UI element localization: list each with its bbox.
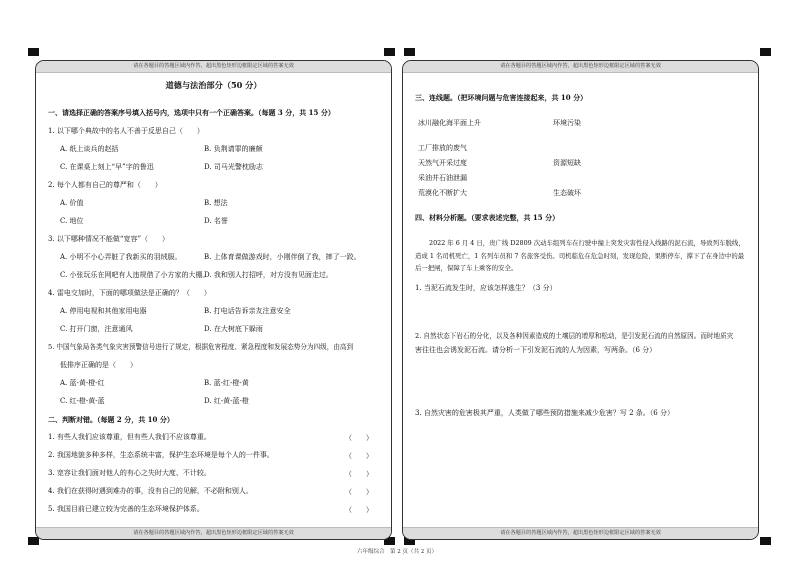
option-a: A. 纸上谈兵的赵括 (60, 145, 119, 153)
question-stem: 3. 以下哪种情况不能做“宽容”（ ） (48, 235, 170, 243)
question-stem: 5. 中国气象局各类气象灾害预警信号进行了规定，根据危害程度、紧急程度和发展态势分为四级，由高到 (48, 343, 354, 351)
match-left-item[interactable]: 冰川融化海平面上升 (418, 119, 481, 127)
judgment-item: 1. 有些人我们应该尊重，但有些人我们不应该尊重。 (48, 433, 211, 441)
analysis-question: 2. 自然状态下岩石的分化，以及各种因素造成的土壤层的增厚和松动，是引发泥石流的自然原因。而时地质灾 (415, 332, 734, 340)
match-left-item[interactable]: 工厂排放的废气 (418, 144, 467, 152)
question-stem: 2. 每个人都有自己的尊严和（ ） (48, 181, 162, 189)
header-notice: 请在各题目的答题区域内作答，超出黑色矩形边框限定区域的答案无效 (403, 61, 758, 73)
question-stem: 4. 雷电交加时，下面的哪项做法是正确的？（ ） (48, 289, 211, 297)
option-d: D. 在大树底下躲雨 (204, 325, 263, 333)
page-footer: 六年级综合 第 2 页（共 2 页） (357, 549, 437, 555)
option-b: B. 想法 (204, 199, 228, 207)
registration-mark (760, 537, 771, 545)
judgment-item: 5. 我国目前已建立较为完善的生态环境保护体系。 (48, 505, 204, 513)
option-d: D. 名誉 (204, 217, 228, 225)
analysis-question: 1. 当泥石流发生时，应该怎样逃生？（3 分） (415, 284, 557, 292)
answer-paren[interactable]: （ ） (345, 506, 373, 514)
registration-mark (404, 48, 415, 56)
answer-area[interactable] (415, 421, 746, 516)
part-title: 道德与法治部分（50 分） (165, 80, 262, 90)
option-d: D. 我和别人打招呼，对方没有见面走过。 (204, 271, 333, 279)
footer-notice: 请在各题目的答题区域内作答，超出黑色矩形边框限定区域的答案无效 (403, 527, 758, 539)
answer-paren[interactable]: （ ） (345, 488, 373, 496)
left-answer-panel (35, 60, 392, 540)
registration-mark (760, 48, 771, 56)
option-c: C. 地位 (60, 217, 84, 225)
option-a: A. 小明不小心弄脏了我新买的羽绒服。 (60, 253, 182, 261)
analysis-question: 3. 自然灾害的危害极其严重，人类做了哪些预防措施来减少危害？写 2 条。（6 分） (415, 409, 674, 417)
question-stem: 1. 以下哪个典故中的名人不善于反思自己（ ） (48, 127, 204, 135)
option-b: B. 上体育课做游戏时，小刚伴倒了我，摔了一跤。 (204, 253, 361, 261)
footer-notice: 请在各题目的答题区域内作答，超出黑色矩形边框限定区域的答案无效 (36, 527, 391, 539)
match-right-item[interactable]: 生态破坏 (553, 189, 581, 197)
answer-area[interactable] (415, 359, 746, 404)
option-a: A. 停用电视和其他家用电器 (60, 307, 147, 315)
analysis-question-cont: 害往往也会诱发泥石流。请分析一下引发泥石流的人为因素，写两条。（6 分） (415, 346, 657, 354)
material-paragraph: 2022 年 6 月 4 日，贵广线 D2809 次动车组列车在行驶中撞上突发灾害性侵入线路的泥石流，导致列车脱线，造成 1 名司机死亡，1 名列车员和 7 名旅客受伤。司机临危在危急时刻，发现危险，果断停车，撑下了在身边中的最后一把闸，保障了车上乘客的安全。 (415, 239, 745, 272)
option-b: B. 蓝-红-橙-黄 (204, 379, 249, 387)
match-left-item[interactable]: 荒漠化不断扩大 (418, 189, 467, 197)
section3-heading: 三、连线题。（把环境问题与危害连接起来，共 10 分） (415, 93, 588, 102)
option-d: D. 红-黄-蓝-橙 (204, 397, 249, 405)
option-b: B. 打电话告诉亲友注意安全 (204, 307, 291, 315)
section2-heading: 二、判断对错。（每题 2 分，共 10 分） (48, 415, 174, 424)
registration-mark (384, 48, 395, 56)
match-left-item[interactable]: 天然气开采过度 (418, 159, 467, 167)
option-a: A. 蓝-黄-橙-红 (60, 379, 105, 387)
option-d: D. 司马光警枕励志 (204, 163, 263, 171)
option-c: C. 小张玩乐在网吧有人违规借了小方家的大棚。 (60, 271, 210, 279)
header-notice: 请在各题目的答题区域内作答，超出黑色矩形边框限定区域的答案无效 (36, 61, 391, 73)
section1-heading: 一、请选择正确的答案序号填入括号内，选项中只有一个正确答案。（每题 3 分，共 15 分） (48, 108, 335, 117)
answer-paren[interactable]: （ ） (345, 452, 373, 460)
right-answer-panel (402, 60, 759, 540)
question-stem-cont: 低排序正确的是（ ） (60, 361, 137, 369)
option-c: C. 在课桌上刻上“早”字的鲁迅 (60, 163, 154, 171)
option-c: C. 红-橙-黄-蓝 (60, 397, 105, 405)
match-right-item[interactable]: 资源短缺 (553, 159, 581, 167)
option-a: A. 价值 (60, 199, 84, 207)
option-c: C. 打开门窗，注意通风 (60, 325, 133, 333)
judgment-item: 3. 宽容让我们面对他人的有心之失时大度、不计较。 (48, 469, 211, 477)
answer-paren[interactable]: （ ） (345, 470, 373, 478)
registration-mark (28, 48, 39, 56)
match-left-item[interactable]: 采油井石油泄漏 (418, 174, 467, 182)
section4-heading: 四、材料分析题。（要求表述完整，共 15 分） (415, 213, 560, 222)
judgment-item: 4. 我们在获得时遇到难办的事，没有自己的见解，不必附和别人。 (48, 487, 253, 495)
option-b: B. 负荆请罪的廉颇 (204, 145, 263, 153)
answer-area[interactable] (415, 295, 746, 327)
judgment-item: 2. 我国地貌多种多样，生态系统丰富，保护生态环境是每个人的一件事。 (48, 451, 274, 459)
answer-paren[interactable]: （ ） (345, 434, 373, 442)
registration-mark (28, 537, 39, 545)
match-right-item[interactable]: 环境污染 (553, 119, 581, 127)
